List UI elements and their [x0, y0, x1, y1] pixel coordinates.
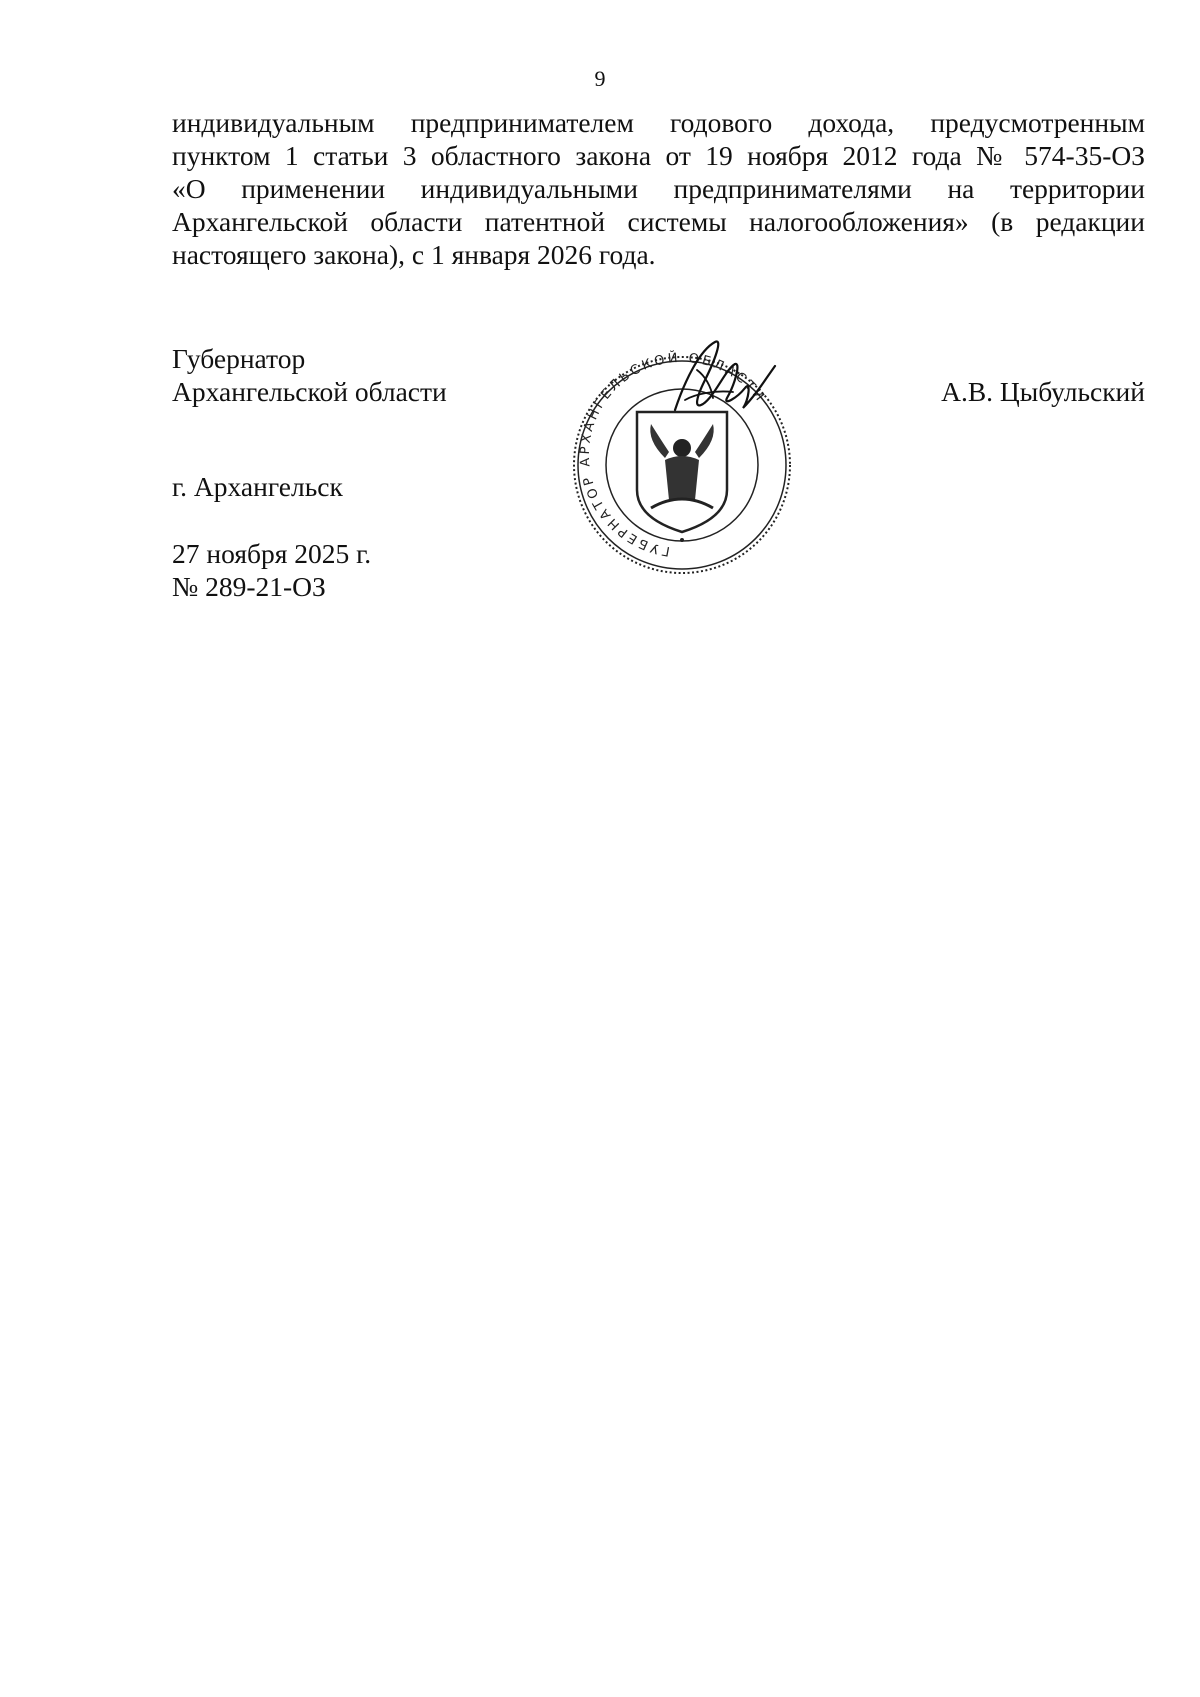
archangel-body-icon [665, 456, 699, 500]
date-and-number [172, 537, 371, 603]
seal-graphic [565, 340, 800, 580]
signatory-position [172, 342, 447, 408]
document-date: 27 ноября 2025 г. [172, 538, 372, 569]
archangel-left-wing-icon [650, 424, 669, 458]
body-paragraph [172, 106, 1145, 271]
archangel-right-wing-icon [695, 424, 714, 458]
body-line: индивидуальным предпринимателем годового дохода, предусмотренным [172, 107, 1145, 138]
place-of-signing: г. Архангельск [172, 471, 343, 502]
archangel-head-icon [673, 439, 691, 457]
body-line: пунктом 1 статьи 3 областного закона от 19 ноября 2012 года № 574-35-ОЗ [172, 140, 1145, 171]
page-number: 9 [594, 66, 606, 91]
body-line: «О применении индивидуальными предпринимателями на территории [172, 173, 1145, 204]
document-number: № 289-21-ОЗ [172, 571, 326, 602]
official-seal [565, 340, 800, 580]
seal-dot-icon [680, 538, 684, 542]
signatory-position-line: Архангельской области [172, 376, 447, 407]
body-line: настоящего закона), с 1 января 2026 года. [172, 239, 656, 270]
archangel-dragon-icon [651, 499, 713, 508]
body-line: Архангельской области патентной системы налогообложения» (в редакции [172, 206, 1145, 237]
signatory-position-line: Губернатор [172, 343, 306, 374]
seal-ring-text: ГУБЕРНАТОР АРХАНГЕЛЬСКОЙ ОБЛАСТИ [577, 350, 769, 559]
signatory-name: А.В. Цыбульский [941, 376, 1145, 407]
